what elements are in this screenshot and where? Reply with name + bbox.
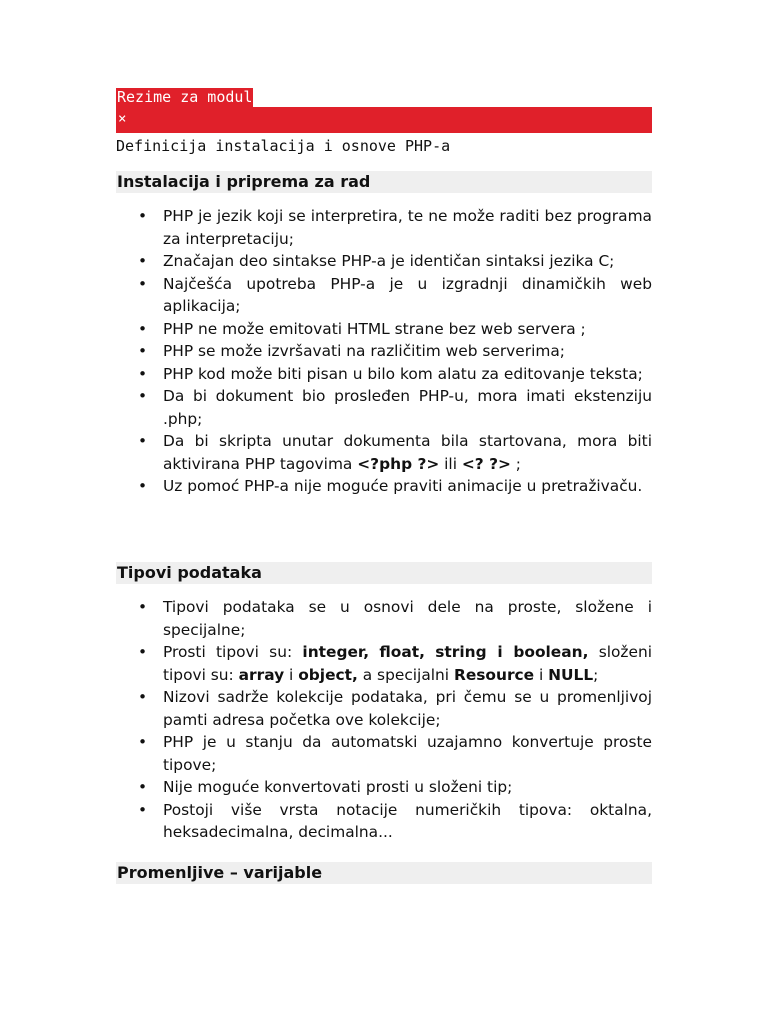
list-item: • PHP ne može emitovati HTML strane bez web servera ;	[116, 318, 652, 341]
section-heading-data-types: Tipovi podataka	[116, 562, 652, 584]
close-icon[interactable]: ×	[118, 111, 127, 127]
list-item: • PHP kod može biti pisan u bilo kom alatu za editovanje teksta;	[116, 363, 652, 386]
list-item: • PHP je u stanju da automatski uzajamno konvertuje proste tipove;	[116, 731, 652, 776]
list-item: • Postoji više vrsta notacije numeričkih tipova: oktalna, heksadecimalna, decimalna...	[116, 799, 652, 844]
list-item: • Da bi skripta unutar dokumenta bila startovana, mora biti aktivirana PHP tagovima <?php ?> ili <? ?> ;	[116, 430, 652, 475]
list-item: • PHP je jezik koji se interpretira, te ne može raditi bez programa za interpretaciju;	[116, 205, 652, 250]
list-item: • PHP se može izvršavati na različitim web serverima;	[116, 340, 652, 363]
list-item: • Nije moguće konvertovati prosti u složeni tip;	[116, 776, 652, 799]
list-item: • Nizovi sadrže kolekcije podataka, pri čemu se u promenljivoj pamti adresa početka ove kolekcije;	[116, 686, 652, 731]
section-heading-variables: Promenljive – varijable	[116, 862, 652, 884]
module-subtitle: Definicija instalacija i osnove PHP-a	[116, 137, 451, 155]
list-item: • Tipovi podataka se u osnovi dele na proste, složene i specijalne;	[116, 596, 652, 641]
data-types-bullet-list	[116, 596, 652, 844]
list-item: • Značajan deo sintakse PHP-a je identičan sintaksi jezika C;	[116, 250, 652, 273]
module-summary-banner: Rezime za modul	[117, 88, 253, 106]
list-item: • Prosti tipovi su: integer, float, string i boolean, složeni tipovi su: array i object, a specijalni Resource i NULL;	[116, 641, 652, 686]
list-item: • Uz pomoć PHP-a nije moguće praviti animacije u pretraživaču.	[116, 475, 652, 498]
installation-bullet-list	[116, 205, 652, 498]
list-item: • Da bi dokument bio prosleđen PHP-u, mora imati ekstenziju .php;	[116, 385, 652, 430]
banner-bar	[116, 107, 652, 133]
section-heading-installation: Instalacija i priprema za rad	[116, 171, 652, 193]
list-item: • Najčešća upotreba PHP-a je u izgradnji dinamičkih web aplikacija;	[116, 273, 652, 318]
